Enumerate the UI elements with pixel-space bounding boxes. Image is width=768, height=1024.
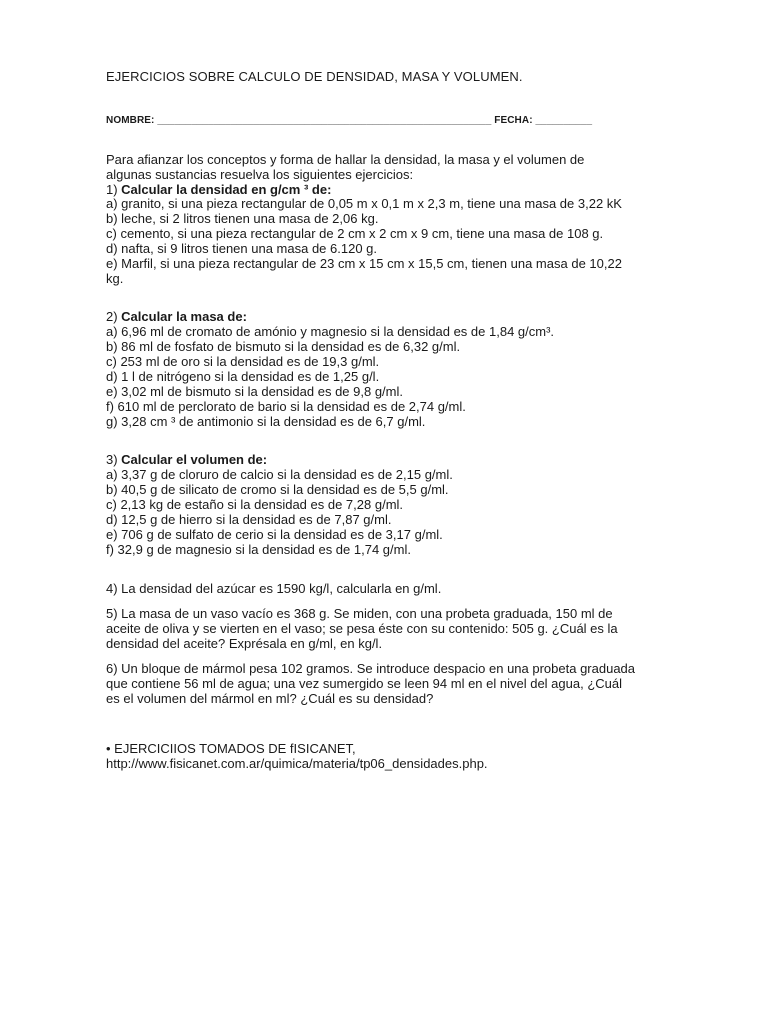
source-credit: • EJERCICIIOS TOMADOS DE fISICANET, [106,741,356,756]
question-4: 4) La densidad del azúcar es 1590 kg/l, calcularla en g/ml. [106,581,442,596]
document-title: EJERCICIOS SOBRE CALCULO DE DENSIDAD, MASA Y VOLUMEN. [106,69,523,84]
section-1-heading [106,182,331,197]
question-5-line-1: 5) La masa de un vaso vacío es 368 g. Se miden, con una probeta graduada, 150 ml de [106,606,613,621]
source-url: http://www.fisicanet.com.ar/quimica/materia/tp06_densidades.php. [106,756,488,771]
section-2-item: g) 3,28 cm ³ de antimonio si la densidad es de 6,7 g/ml. [106,414,426,429]
section-2-item: c) 253 ml de oro si la densidad es de 19,3 g/ml. [106,354,380,369]
question-5-line-2: aceite de oliva y se vierten en el vaso; se pesa éste con su contenido: 505 g. ¿Cuál es la [106,621,618,636]
question-6-line-2: que contiene 56 ml de agua; una vez sumergido se leen 94 ml en el nivel del agua, ¿Cuál [106,676,622,691]
section-2-item: e) 3,02 ml de bismuto si la densidad es de 9,8 g/ml. [106,384,403,399]
intro-line-1: Para afianzar los conceptos y forma de hallar la densidad, la masa y el volumen de [106,152,585,167]
question-6-line-3: es el volumen del mármol en ml? ¿Cuál es su densidad? [106,691,434,706]
section-1-item: c) cemento, si una pieza rectangular de 2 cm x 2 cm x 9 cm, tiene una masa de 108 g. [106,226,604,241]
question-5-line-3: densidad del aceite? Exprésala en g/ml, en kg/l. [106,636,383,651]
section-3-item: b) 40,5 g de silicato de cromo si la densidad es de 5,5 g/ml. [106,482,449,497]
section-1-item: b) leche, si 2 litros tienen una masa de 2,06 kg. [106,211,379,226]
section-3-item: a) 3,37 g de cloruro de calcio si la densidad es de 2,15 g/ml. [106,467,453,482]
section-1-title: Calcular la densidad en g/cm ³ de: [121,182,332,197]
section-3-item: d) 12,5 g de hierro si la densidad es de 7,87 g/ml. [106,512,392,527]
section-1-item: d) nafta, si 9 litros tienen una masa de 6.120 g. [106,241,378,256]
section-2-title: Calcular la masa de: [121,309,247,324]
section-3-heading [106,452,267,467]
section-3-item: f) 32,9 g de magnesio si la densidad es de 1,74 g/ml. [106,542,411,557]
section-2-item: d) 1 l de nitrógeno si la densidad es de 1,25 g/l. [106,369,380,384]
section-3-title: Calcular el volumen de: [121,452,268,467]
section-2-item: a) 6,96 ml de cromato de amónio y magnesio si la densidad es de 1,84 g/cm³. [106,324,555,339]
section-1-item: e) Marfil, si una pieza rectangular de 23 cm x 15 cm x 15,5 cm, tienen una masa de 10,22 [106,256,622,271]
section-1-number: 1) [106,182,122,197]
section-2-item: f) 610 ml de perclorato de bario si la densidad es de 2,74 g/ml. [106,399,466,414]
section-2-heading [106,309,247,324]
intro-line-2: algunas sustancias resuelva los siguientes ejercicios: [106,167,414,182]
section-3-number: 3) [106,452,122,467]
section-1-item: a) granito, si una pieza rectangular de 0,05 m x 0,1 m x 2,3 m, tiene una masa de 3,22 kK [106,196,622,211]
name-date-field-row: NOMBRE: ___________________________________________________________ FECHA: __________ [106,115,593,126]
question-6-line-1: 6) Un bloque de mármol pesa 102 gramos. Se introduce despacio en una probeta graduada [106,661,636,676]
section-3-item: c) 2,13 kg de estaño si la densidad es de 7,28 g/ml. [106,497,404,512]
section-2-number: 2) [106,309,122,324]
section-2-item: b) 86 ml de fosfato de bismuto si la densidad es de 6,32 g/ml. [106,339,461,354]
section-3-item: e) 706 g de sulfato de cerio si la densidad es de 3,17 g/ml. [106,527,443,542]
section-1-item: kg. [106,271,124,286]
